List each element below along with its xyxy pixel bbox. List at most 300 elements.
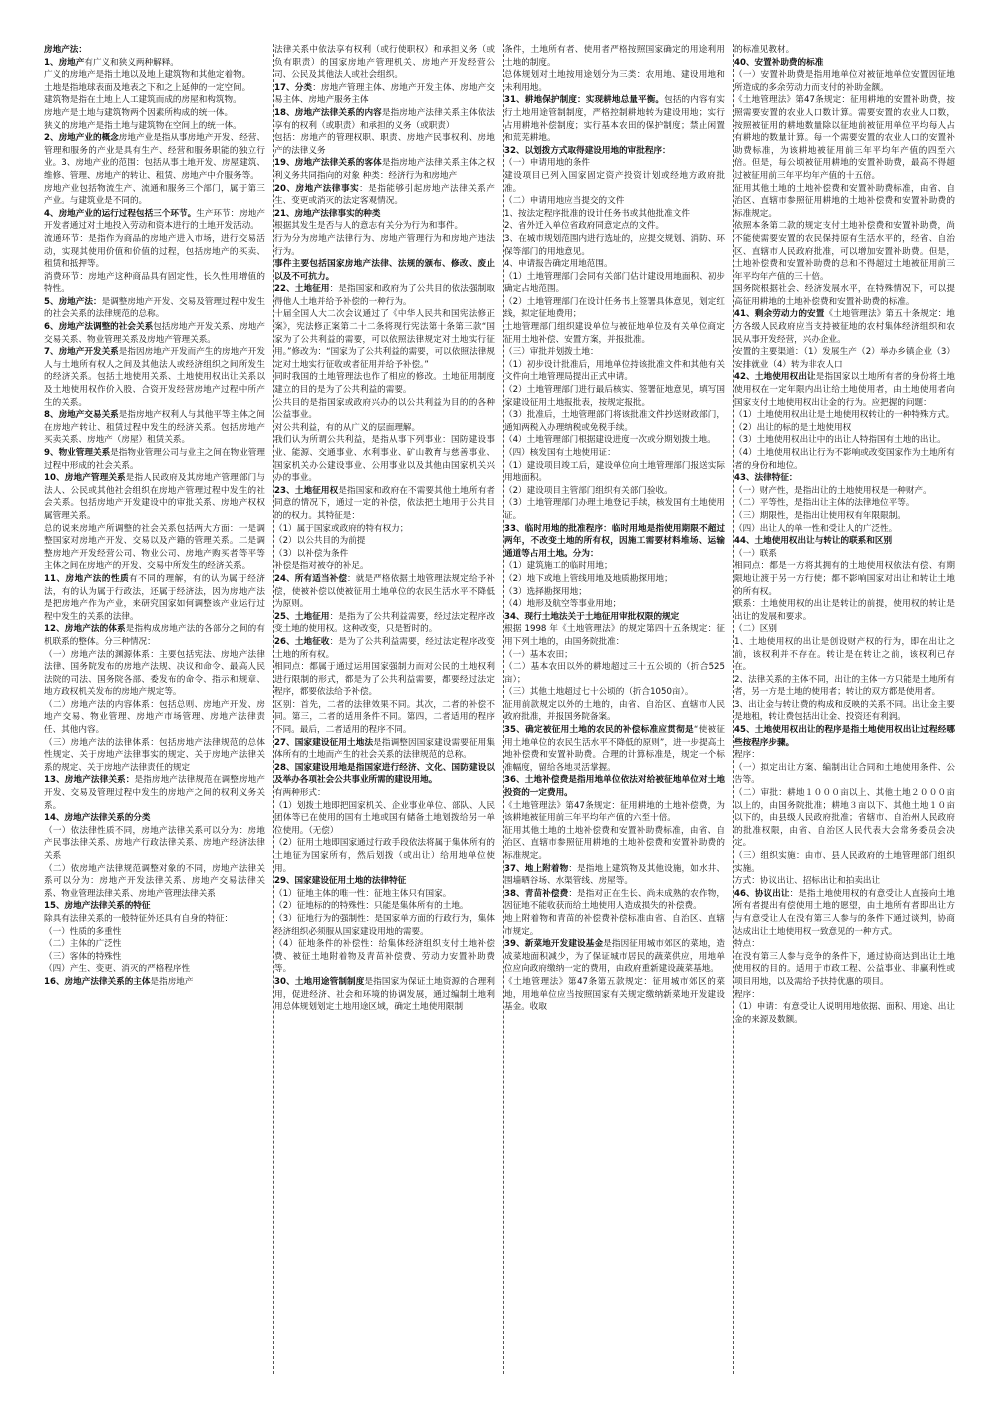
paragraph <box>504 157 725 170</box>
paragraph-text: 我们认为所谓公共利益，是指从事下列事业：国防建设事业、能源、交通事业、水利事业、矿山教育与慈善事业、国家机关办公建设事业、公用事业以及其他由国家机关兴办的事业。 <box>274 435 495 484</box>
paragraph-text: （3）以补偿为条件 <box>274 548 349 559</box>
paragraph <box>504 598 725 611</box>
paragraph-text: （三）组织实施：由市、县人民政府的土地管理部门组织实施。 <box>734 851 955 874</box>
paragraph-heading: 事件主要包括国家房地产法律、法规的颁布、修改、废止以及不可抗力。 <box>274 259 495 282</box>
paragraph <box>734 44 955 57</box>
paragraph <box>734 850 955 875</box>
paragraph <box>44 120 265 133</box>
paragraph <box>734 560 955 598</box>
paragraph-heading: 4、房地产业的运行过程包括三个环节。 <box>44 208 197 219</box>
paragraph <box>504 825 725 863</box>
paragraph <box>504 258 725 271</box>
paragraph <box>504 661 725 686</box>
paragraph <box>504 863 725 888</box>
paragraph <box>44 472 265 522</box>
paragraph-heading: 36、土地补偿费是指用地单位依法对给被征地单位对土地投资的一定费用。 <box>504 775 725 799</box>
paragraph <box>734 762 955 787</box>
paragraph <box>274 371 495 396</box>
paragraph <box>274 397 495 422</box>
paragraph-text: 生产环节：房地产开发者通过对土地投入劳动和资本进行的土地开发活动。 <box>44 208 265 232</box>
paragraph-text: （二）依房地产法律规范调整对象的不同，房地产法律关系可以分为：房地产开发法律关系、房地产交易法律关系、物业管理法律关系、房地产管理法律关系 <box>44 863 265 899</box>
paragraph-text: 程序： <box>734 750 760 761</box>
paragraph <box>734 749 955 762</box>
paragraph <box>44 296 265 321</box>
paragraph <box>504 409 725 434</box>
paragraph <box>44 107 265 120</box>
paragraph-heading: 25、土地征用 <box>274 611 330 622</box>
paragraph <box>504 208 725 221</box>
paragraph <box>44 951 265 964</box>
paragraph-text: （1）划拨土地即把国家机关、企业事业单位、部队、人民团体等已在使用的国有土地或国有储备土地划拨给另一单位使用。（无偿） <box>274 800 495 836</box>
paragraph-text: （四）出让人的单一性和受让人的广泛性。 <box>734 523 898 534</box>
paragraph <box>44 900 265 913</box>
paragraph-text: ：是指土地使用权的有意受让人直接向土地所有者提出有偿使用土地的愿望，由土地所有者即出让方与有意受让人在没有第三人参与的条件下通过谈判，协商达成出让土地使用权一致意见的一种方式。 <box>734 888 955 937</box>
paragraph <box>274 787 495 800</box>
paragraph-text: ：是为了公共利益需要，经过法定程序改变土地的所有权。 <box>274 636 495 660</box>
paragraph <box>274 308 495 371</box>
paragraph-text: （三）房地产法的法律体系：包括房地产法律规范的总体性规定、关于房地产法律事实的规定、关于房地产法律关系的规定、关于房地产法律责任的规定 <box>44 737 265 773</box>
paragraph <box>44 69 265 82</box>
paragraph <box>274 800 495 838</box>
paragraph <box>504 220 725 233</box>
paragraph-text: （一）拟定出让方案、编制出让合同和土地使用条件、公告等。 <box>734 762 955 786</box>
paragraph-text: 依照本条第二款的规定支付土地补偿费和安置补助费，尚不能使需要安置的农民保持原有生活水平的，经省、自治区、直辖市人民政府批准，可以增加安置补助费。但是，土地补偿费和安置补助费的总和不得超过土地被征用前三年平均年产值的三十倍。 <box>734 221 955 282</box>
paragraph-heading: 17、分类 <box>274 82 313 93</box>
paragraph-text: （一）申请用地的条件 <box>504 158 590 169</box>
paragraph-heading: 5、房地产法： <box>44 296 102 307</box>
paragraph <box>274 875 495 888</box>
paragraph <box>734 497 955 510</box>
paragraph-text: （1）建设项目竣工后，建设单位向土地管理部门报送实际用地面积。 <box>504 460 725 484</box>
paragraph-text: （3）土地管理部门办理土地登记手续，核发国有土地使用证。 <box>504 498 725 521</box>
paragraph <box>44 82 265 95</box>
paragraph-text: （一）联系 <box>734 548 777 559</box>
paragraph-text: （二）基本农田以外的耕地超过三十五公顷的（折合525亩）； <box>504 662 725 685</box>
paragraph-text: （2）以公共目的为前提 <box>274 536 366 547</box>
paragraph <box>734 548 955 561</box>
paragraph <box>734 888 955 938</box>
paragraph <box>734 623 955 636</box>
paragraph-text: 3、出让金与转让费的构成和反映的关系不同。出让金主要是地租，转让费包括出让金、投资还有利润。 <box>734 699 955 723</box>
paragraph <box>274 535 495 548</box>
paragraph <box>734 371 955 409</box>
paragraph-text: 《土地管理法》第五十条规定：地方各级人民政府应当支持被征地的农村集体经济组织和农民从事开发经营，兴办企业。 <box>734 309 955 345</box>
paragraph-text: 狭义的房地产是指土地与建筑物在空间上的统一体。 <box>44 120 242 131</box>
paragraph <box>44 523 265 573</box>
paragraph <box>504 913 725 938</box>
paragraph-heading: 40、安置补助费的标准 <box>734 57 824 68</box>
paragraph <box>504 485 725 498</box>
column-2 <box>274 44 503 1374</box>
paragraph-text: （1）土地使用权出让是土地使用权转让的一种特殊方式。 <box>734 410 955 421</box>
paragraph <box>44 938 265 951</box>
paragraph <box>504 434 725 447</box>
paragraph-text: ：是指对正在生长、尚未成熟的农作物，因征地不能收获而给土地使用人造成损失的补偿费。 <box>504 888 725 912</box>
paragraph <box>504 699 725 724</box>
paragraph-heading: 24、所有适当补偿 <box>274 573 348 584</box>
paragraph <box>504 170 725 195</box>
paragraph-text: （二）房地产法的内容体系：包括总则、房地产开发、房地产交易、物业管理、房地产市场管理、房地产法律责任、其他内容。 <box>44 699 265 736</box>
paragraph <box>274 157 495 182</box>
paragraph-heading: 6、房地产法调整的社会关系 <box>44 322 154 333</box>
paragraph-text: 房地产业包括物流生产、流通和服务三个部门，属于第三产业。与建筑业是不同的。 <box>44 183 265 207</box>
paragraph <box>504 447 725 460</box>
paragraph-text: 程序： <box>734 989 760 1000</box>
paragraph-text: （3）选择勘探用地； <box>504 586 587 597</box>
paragraph-heading: 46、协议出让 <box>734 888 790 899</box>
paragraph-text: （3）批准后，土地管理部门将该批准文件抄送财政部门，通知两税入办理纳税或免税手续。 <box>504 410 725 433</box>
paragraph-text: 有不同的理解，有的认为属于经济法，有的认为属于行政法，还属于经济法，因为房地产法是把房地产作为产业，来研究国家如何调整该产业运行过程中发生的关系的法律。 <box>44 573 265 622</box>
paragraph-text: 根据 1998 年《土地管理法》的规定第四十五条规定：征用下列土地的，由国务院批准： <box>504 624 725 647</box>
paragraph-heading: 38、青苗补偿费 <box>504 888 569 899</box>
paragraph <box>734 989 955 1002</box>
paragraph-heading: 11、房地产法的性质 <box>44 573 130 584</box>
paragraph <box>734 674 955 699</box>
paragraph-text: 总体规划对土地按用途划分为三类：农用地、建设用地和未利用地。 <box>504 70 725 93</box>
paragraph <box>734 510 955 523</box>
paragraph <box>44 825 265 863</box>
paragraph <box>44 976 265 989</box>
paragraph <box>44 926 265 939</box>
paragraph-text: （三）其他土地超过七十公顷的（折合1050亩）。 <box>504 687 694 698</box>
paragraph <box>734 636 955 674</box>
paragraph-text: 房地产业是指从事房地产开发、经营、管理和服务的产业是具有生产、经营和服务职能的独立行业。3、房地产业的范围：包括从事土地开发、房屋建筑、维修、管理、房地产的转让、租赁、房地产中介服务等。 <box>44 133 265 181</box>
paragraph-text: 2、法律关系的主体不同，出让的主体一方只能是土地所有者，另一方是土地的使用者；转让的双方都是使用者。 <box>734 674 955 698</box>
paragraph-heading: 23、土地征用权 <box>274 485 339 496</box>
paragraph <box>274 82 495 107</box>
paragraph <box>274 220 495 233</box>
paragraph-text: 土地是指地球表面及地表之下和之上延伸的一定空间。 <box>44 82 251 93</box>
paragraph-text: （4）地形及航空等事业用地； <box>504 599 622 610</box>
paragraph-heading: 34、现行土地法关于土地征用审批权限的规定 <box>504 611 680 622</box>
paragraph-text: 总的说来房地产所调整的社会关系包括两大方面：一是调整国家对房地产开发、交易以及产籍的管理关系。二是调整房地产开发经营公司、物业公司、房地产购买者等平等主体之间在房地产的开发、交易中所发生的经济关系。 <box>44 523 265 572</box>
paragraph-text: （1）申请：有意受让人说明用地依据、面积、用途、出让金的来源及数额。 <box>734 1002 955 1025</box>
paragraph-heading: 43、法律特征： <box>734 473 798 484</box>
paragraph <box>504 271 725 296</box>
paragraph <box>734 94 955 182</box>
paragraph-text: 根据其发生是否与人的意志有关分为行为和事件。 <box>274 221 464 232</box>
paragraph <box>734 409 955 422</box>
paragraph-heading: 45、土地使用权出让的程序是指土地使用权出让过程经哪些按程序步骤。 <box>734 725 955 748</box>
paragraph-text: 是指物业管理公司与业主之间在物业管理过程中形成的社会关系。 <box>44 448 265 471</box>
paragraph <box>274 699 495 737</box>
paragraph-heading: 15、房地产法律关系的特征 <box>44 901 151 912</box>
paragraph <box>274 900 495 913</box>
paragraph-text: （二）平等性，是指出让主体的法律地位平等。 <box>734 498 915 509</box>
paragraph-text: 相同点：都属于通过运用国家强制力而对公民的土地权利进行限制的形式，都是为了公共利益需要，都要经过法定程序，都要依法给予补偿。 <box>274 662 495 698</box>
paragraph-text: （一）基本农田； <box>504 649 573 660</box>
paragraph-text: 包括房地产开发关系、房地产交易关系、物业管理关系及房地产管理关系。 <box>44 322 265 345</box>
paragraph <box>44 94 265 107</box>
paragraph <box>274 434 495 484</box>
paragraph <box>274 611 495 636</box>
paragraph-text: 是指国家和政府在不需要其他土地所有者同意的情况下，通过一定的补偿，依法把土地用于公共目的的权力。其特征是： <box>274 485 495 521</box>
paragraph-text: 的标准见教材。 <box>734 45 795 55</box>
paragraph <box>734 951 955 989</box>
paragraph-heading: 32、以划拨方式取得建设用地的审批程序： <box>504 145 671 156</box>
paragraph <box>274 837 495 875</box>
paragraph-text: 在没有第三人参与竞争的条件下，通过协商达到出让土地使用权的目的。适用于市政工程、公益事业、非赢利性或项目用地，以及需给予扶持优惠的项目。 <box>734 951 955 987</box>
paragraph-text: “使被征用土地单位的农民生活水平不降低的原则”，进一步提高土地补偿费和安置补助费。合理的计算标准是，规定一个标准幅度，留给各地灵活掌握。 <box>504 725 726 773</box>
paragraph-heading: 16、房地产法律关系的主体 <box>44 976 151 987</box>
paragraph-heading: 18、房地产法律关系的内容 <box>274 107 382 118</box>
paragraph-text: 对公共利益，有的从广义的层面理解。 <box>274 422 421 433</box>
paragraph-text: （一）房地产法的渊源体系：主要包括宪法、房地产法律法律、国务院发布的房地产法规、决议和命令、最高人民法院的司法、国务院各部、委发布的命令、指示和规章、地方政权机关发布的房地产规定等。 <box>44 649 265 698</box>
paragraph-text: 有两种形式： <box>274 788 326 799</box>
paragraph-text: 征用其他土地的土地补偿费和安置补助费标准，由省、自治区、直辖市参照征用耕地的土地补偿费和安置补助费的标准规定。 <box>734 183 955 219</box>
paragraph-text: （3）征地行为的强制性：是国家单方面的行政行为，集体经济组织必须服从国家建设用地的需要。 <box>274 913 495 937</box>
paragraph <box>44 132 265 182</box>
paragraph <box>44 573 265 623</box>
paragraph <box>274 44 495 82</box>
paragraph-text: 方式：协议出让、招标出让和拍卖出让 <box>734 876 881 887</box>
paragraph-text: ：是指为了公共利益需要，经过法定程序改变土地的使用权。这种改变，只是暂时的。 <box>274 611 495 635</box>
paragraph-heading: 13、房地产法律关系： <box>44 775 135 786</box>
paragraph-text: （2）土地管理部门在设计任务书上签署具体意见，划定红线，拟定征地费用； <box>504 296 725 320</box>
paragraph-heading: 7、房地产开发关系 <box>44 347 119 358</box>
paragraph-text: 是指房地产法律规范在调整房地产开发、交易及管理过程中发生的房地产之间的权利义务关系。 <box>44 775 265 811</box>
paragraph <box>504 523 725 561</box>
paragraph-text: （一）性质的多重性 <box>44 926 122 937</box>
paragraph <box>274 258 495 283</box>
paragraph <box>734 523 955 536</box>
paragraph <box>44 57 265 70</box>
paragraph <box>734 283 955 308</box>
paragraph <box>504 611 725 624</box>
paragraph-text: 是指房地产 <box>150 976 194 987</box>
paragraph <box>504 649 725 662</box>
paragraph <box>734 875 955 888</box>
paragraph-text: 《土地管理法》第47条规定：征用耕地的安置补助费，按照需要安置的农业人口数计算。需要安置的农业人口数，按照被征用的耕地数量除以征地前被征用单位平均每人占有耕地的数量计算。每一个需要安置的农业人口的安置补助费标准，为该耕地被征用前三年平均年产值的四至六倍。但是，每公顷被征用耕地的安置补助费，最高不得超过被征用前三年平均年产值的十五倍。 <box>734 95 955 181</box>
paragraph <box>734 346 955 371</box>
paragraph-text: 同时我国的土地管理法也作了相应的修改。土地征用制度建立的目的是为了公共利益的需要。 <box>274 372 495 396</box>
paragraph-text: 1、土地使用权的出让是创设财产权的行为，即在出让之前，该权利并不存在。转让是在转让之前，该权利已存在。 <box>734 636 955 673</box>
paragraph <box>44 447 265 472</box>
column-1 <box>44 44 273 1374</box>
paragraph-text: 是指因房地产开发而产生的房地产开发人与土地所有权人之间及其他法人或经济组织之间所发生的经济关系。包括土地使用关系、土地使用权出让关系以及土地使用权作价入股、合资开发经营房地产过程中所产生的关系。 <box>44 347 265 408</box>
paragraph <box>44 44 265 57</box>
paragraph <box>504 44 725 69</box>
paragraph-text: （2）征用土地即国家通过行政手段依法将属于集体所有的土地征为国家所有，然后划拨（或出让）给用地单位使用。 <box>274 838 495 874</box>
paragraph <box>734 472 955 485</box>
paragraph-text: （1）土地管理部门会同有关部门估计建设用地面积、初步确定占地范围。 <box>504 271 725 295</box>
paragraph <box>504 623 725 648</box>
paragraph <box>504 938 725 976</box>
paragraph-text: 1、按法定程序批准的设计任务书或其他批准文件 <box>504 208 690 219</box>
paragraph <box>504 346 725 359</box>
paragraph <box>274 107 495 132</box>
paragraph <box>504 586 725 599</box>
paragraph-text: 区别：首先，二者的法律效果不同。其次，二者的补偿不同。第三，二者的适用条件不同。第四，二者适用的程序不同。最后，二者适用的程序不同。 <box>274 699 495 736</box>
paragraph-text: 包括的内容有实行土地用途管制制度，严格控制耕地转为建设用地；实行占用耕地补偿制度；实行基本农田的保护制度；禁止闲置和荒芜耕地。 <box>504 95 725 144</box>
paragraph-text: 是指国家为保证土地资源的合理利用，促进经济、社会和环境的协调发展，通过编制土地利用总体规划划定土地用途区域，确定土地使用限制 <box>274 976 495 1013</box>
paragraph-text: 补偿是指对被夺的补足。 <box>274 561 369 572</box>
paragraph-text: 是指房地产法律关系主体之权利义务共同指向的对象 种类：经济行为和房地产 <box>274 158 495 181</box>
paragraph-text: ：是指能够引起房地产法律关系产生、变更或消灭的法定客观情况。 <box>274 183 495 207</box>
paragraph <box>734 308 955 346</box>
paragraph <box>504 233 725 258</box>
paragraph-heading: 9、物业管理关系 <box>44 448 111 458</box>
paragraph <box>734 485 955 498</box>
paragraph-text: 国务院根据社会、经济发展水平，在特殊情况下，可以提高征用耕地的土地补偿费和安置补助费的标准。 <box>734 284 955 307</box>
paragraph-text: 法律关系中依法享有权利（或行使职权）和承担义务（或负有职责）的国家房地产管理机关、房地产开发经营公司、公民及其他法人或社会组织。 <box>274 45 495 81</box>
column-4 <box>734 44 963 1374</box>
paragraph <box>504 384 725 409</box>
paragraph <box>274 132 495 157</box>
paragraph <box>504 195 725 208</box>
paragraph-heading: 31、耕地保护制度：实现耕地总量平衡。 <box>504 95 665 106</box>
paragraph-text: 流通环节：是指作为商品的房地产进入市场，进行交易活动，实现其使用价值和价值的过程，包括房地产的买卖、租赁和抵押等。 <box>44 233 265 270</box>
paragraph-text: 广义的房地产是指土地以及地上建筑物和其他定着物。 <box>44 70 251 81</box>
paragraph-heading: 30、土地用途管制制度 <box>274 976 365 987</box>
paragraph-text: 《土地管理法》第47条第五款规定：征用城市郊区的菜地，用地单位应当按照国家有关规定缴纳新菜地开发建设基金。收取 <box>504 976 725 1013</box>
paragraph-heading: 35、确定被征用土地的农民的补偿标准应贯彻是 <box>504 725 694 736</box>
paragraph <box>274 913 495 938</box>
paragraph <box>734 699 955 724</box>
column-3 <box>504 44 733 1374</box>
paragraph <box>44 183 265 208</box>
paragraph <box>274 938 495 976</box>
paragraph-text: （4）土地使用权出让行为不影响或改变国家作为土地所有者的身份和地位。 <box>734 448 955 471</box>
paragraph-text: （4）土地管理部门根据建设进度一次或分期划拨土地。 <box>504 435 716 446</box>
paragraph <box>504 774 725 799</box>
paragraph-text: （2）地下或地上管线用地及地质勘探用地； <box>504 573 673 584</box>
paragraph <box>274 661 495 699</box>
paragraph <box>734 787 955 850</box>
paragraph-text: 是指因征用城市郊区的菜地，造成菜地面积减少，为了保证城市居民的蔬菜供应，用地单位应向政府缴纳一定的费用，由政府重新建设蔬菜基地。 <box>504 939 725 975</box>
paragraph <box>504 460 725 485</box>
paragraph-text: 行为分为房地产法律行为、房地产管理行为和房地产违法行为。 <box>274 233 495 257</box>
paragraph <box>44 233 265 271</box>
paragraph <box>504 560 725 573</box>
paragraph-text: 《土地管理法》第47条规定：征用耕地的土地补偿费，为该耕地被征用前三年平均年产值的六至十倍。 <box>504 800 725 824</box>
paragraph-text: （三）期限性，是指出让使用权有年限限制。 <box>734 510 906 521</box>
paragraph <box>44 737 265 775</box>
paragraph <box>274 976 495 1014</box>
paragraph-heading: 22、土地征用 <box>274 284 330 295</box>
paragraph <box>274 888 495 901</box>
paragraph-text: 是指调整因国家建设需要征用集体所有的土地而产生的社会关系的法律规范的总称。 <box>274 737 495 761</box>
paragraph <box>504 800 725 825</box>
paragraph <box>504 724 725 774</box>
paragraph <box>274 422 495 435</box>
paragraph-text: 征用前款规定以外的土地的，由省、自治区、直辖市人民政府批准，并报国务院备案。 <box>504 699 725 723</box>
paragraph-text: 地上附着物和青苗的补偿费补偿标准由省、自治区、直辖市规定。 <box>504 913 725 937</box>
paragraph <box>504 69 725 94</box>
paragraph-text: （3）土地使用权出让中的出让人特指国有土地的出让。 <box>734 435 946 446</box>
paragraph-text: 是指构成房地产法的各部分之间的有机联系的整体。分三种情况： <box>44 624 265 647</box>
paragraph-text: 十届全国人大二次会议通过了《中华人民共和国宪法修正案》，宪法修正案第二十二条将现行宪法第十条第三款“国家为了公共利益的需要，可以依照法律规定对土地实行征用。”修改为：“国家为了公共利益的需要，可以依照法律规定对土地实行征收或者征用并给予补偿。” <box>274 309 495 370</box>
paragraph <box>274 523 495 536</box>
paragraph <box>734 220 955 283</box>
paragraph-text: 4、申请报告确定用地范围。 <box>504 259 613 270</box>
paragraph-text: （1）征地主体的唯一性：征地主体只有国家。 <box>274 888 452 899</box>
paragraph <box>274 548 495 561</box>
paragraph <box>734 447 955 472</box>
paragraph-heading: 37、地上附着物 <box>504 863 569 874</box>
paragraph-text: 2、省外迁入单位省政府同意定点的文件。 <box>504 221 665 232</box>
paragraph <box>274 573 495 611</box>
paragraph <box>274 233 495 258</box>
paragraph <box>44 649 265 699</box>
paragraph-text: 包括：房地产的管理权职、职责、房地产民事权利、房地产的法律义务 <box>274 133 495 156</box>
paragraph-text: 建筑物是指在土地上人工建筑而成的房屋和构筑物。 <box>44 95 242 106</box>
paragraph-heading: 42、土地使用权出让 <box>734 372 816 383</box>
paragraph-text: （4）征地条件的补偿性：给集体经济组织支付土地补偿费、被征土地附着物及青苗补偿费、劳动力安置补助费等。 <box>274 939 495 975</box>
paragraph-text: （二）申请用地应当提交的文件 <box>504 196 625 207</box>
paragraph-text: 相同点：都是一方将其拥有的土地使用权依法有偿、有期限地让渡于另一方行使；都不影响国家对出让和转让土地的所有权。 <box>734 561 955 597</box>
paragraph <box>274 485 495 523</box>
paragraph-heading: 20、房地产法律事实 <box>274 183 360 194</box>
paragraph <box>504 686 725 699</box>
paragraph-text: （二）主体的广泛性 <box>44 939 122 950</box>
paragraph <box>274 208 495 221</box>
paragraph <box>504 573 725 586</box>
paragraph <box>504 359 725 384</box>
paragraph <box>734 938 955 951</box>
paragraph-text: ：房地产管理主体、房地产开发主体、房地产交易主体、房地产服务主体 <box>274 82 495 106</box>
paragraph <box>274 762 495 787</box>
paragraph <box>44 208 265 233</box>
paragraph <box>274 636 495 661</box>
paragraph <box>44 863 265 901</box>
paragraph-text: （二）审批：耕地１０００亩以上、其他土地２０００亩以上的，由国务院批准；耕地３亩以下、其他土地１０亩以下的，由县级人民政府批准；省辖市、自治州人民政府的批准权限，由省、自治区人民代表大会常务委员会决定。 <box>734 788 955 849</box>
paragraph-heading: 14、房地产法律关系的分类 <box>44 813 151 824</box>
paragraph <box>734 598 955 623</box>
paragraph-text: （三）审批并划拨土地： <box>504 347 599 358</box>
paragraph-text: （2）建设项目主管部门组织有关部门验收。 <box>504 485 673 496</box>
paragraph <box>44 963 265 976</box>
paragraph-text: 3、在城市规划范围内进行选址的，应提交规划、消防、环保等部门的用地意见。 <box>504 233 725 257</box>
paragraph <box>734 1001 955 1026</box>
paragraph-text: 房地产是土地与建筑物两个因素所构成的统一体。 <box>44 107 234 118</box>
paragraph-text: （2）土地管理部门进行最后核实、签署征地意见，填写国家建设征用土地报批表，按规定报批。 <box>504 385 725 408</box>
paragraph-text: 消费环节：房地产这种商品具有固定性，长久性用增值的特性。 <box>44 271 265 295</box>
paragraph-heading: 44、土地使用权出让与转让的联系和区别 <box>734 536 893 547</box>
paragraph-heading: 39、新菜地开发建设基金 <box>504 939 604 950</box>
paragraph <box>504 94 725 144</box>
paragraph <box>274 737 495 762</box>
paragraph <box>504 145 725 158</box>
paragraph-heading: 2、房地产业的概念 <box>44 133 119 144</box>
paragraph-heading: 41、剩余劳动力的安置 <box>734 309 825 320</box>
paragraph-heading: 27、国家建设征用土地法 <box>274 737 374 748</box>
paragraph-text: 是调整房地产开发、交易及管理过程中发生的社会关系的法律规范的总称。 <box>44 296 265 320</box>
paragraph-text: 是指人民政府及其房地产管理部门与法人、公民或其他社会组织在房地产管理过程中发生的社会关系。包括房地产开发建设中的审批关系、房地产权权属管理关系。 <box>44 473 265 521</box>
paragraph <box>504 321 725 346</box>
paragraph-text: 联系：土地使用权的出让是转让的前提，使用权的转让是出让的发展和要求。 <box>734 599 955 622</box>
paragraph <box>44 346 265 409</box>
paragraph-text: 是指国家以土地所有者的身份将土地使用权在一定年限内出让给土地使用者，由土地使用者向国家支付土地使用权出让金的行为。应把握的问题： <box>734 372 955 408</box>
paragraph-text: （1）建筑施工的临时用地； <box>504 561 613 572</box>
paragraph-text: 是指房地产权利人与其他平等主体之间在房地产转让、租赁过程中发生的经济关系。包括房地产买卖关系、房地产（房屋）租赁关系。 <box>44 410 265 446</box>
paragraph <box>44 812 265 825</box>
paragraph-heading: 21、房地产法律事实的种类 <box>274 208 381 219</box>
paragraph-text: 安置的主要渠道：（1）发展生产（2）举办乡镇企业（3）安排就业（4）转为非农人口 <box>734 347 955 370</box>
paragraph-heading: 33、临时用地的批准程序：临时用地是指使用期限不超过两年，不改变土地的所有权，因施工需要材料堆场、运输通道等占用土地。分为： <box>504 523 725 559</box>
paragraph-heading: 10、房地产管理关系 <box>44 473 126 484</box>
paragraph <box>504 497 725 522</box>
paragraph <box>274 283 495 308</box>
paragraph <box>44 913 265 926</box>
paragraph-text: ：是指国家和政府为了公共目的依法强制取得他人土地并给予补偿的一种行为。 <box>274 284 495 307</box>
paragraph-text: （1）初步设计批准后，用地单位持该批准文件和其他有关文件向土地管理局提出正式申请。 <box>504 359 725 383</box>
paragraph-heading: 26、土地征收 <box>274 636 330 647</box>
paragraph-text: 公共目的是指国家或政府兴办的以公共利益为目的的各种公益事业。 <box>274 397 495 421</box>
paragraph-text: （2）征地标的的特殊性：只能是集体所有的土地。 <box>274 901 469 912</box>
paragraph-text: 特点： <box>734 939 760 950</box>
paragraph-text: 条件，土地所有者、使用者严格按照国家确定的用途利用土地的制度。 <box>504 45 725 68</box>
